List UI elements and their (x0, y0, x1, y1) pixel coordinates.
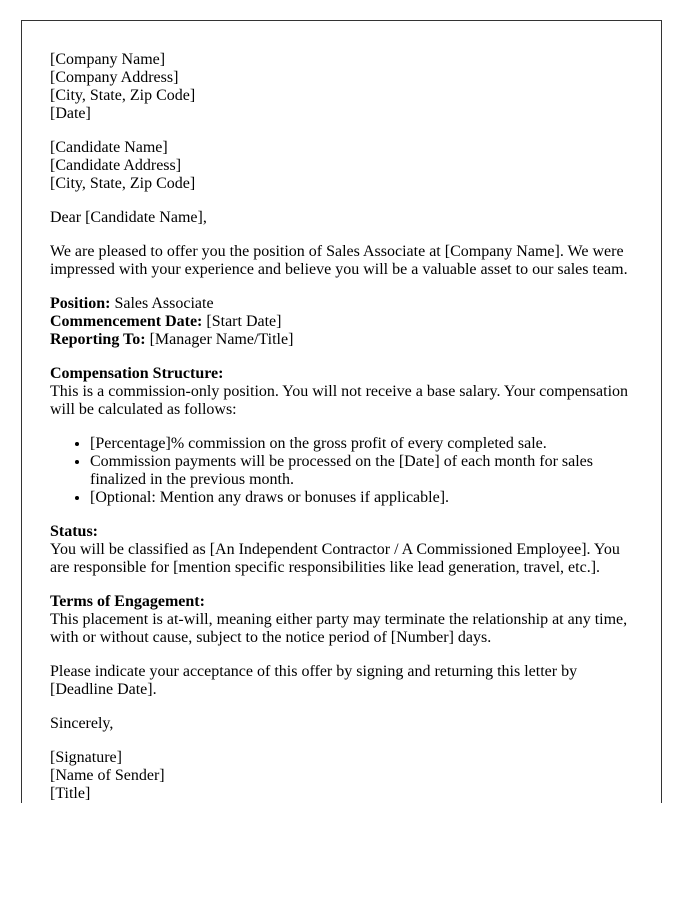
sender-company-address: [Company Address] (50, 69, 179, 86)
status-section (50, 523, 633, 577)
candidate-city-state-zip: [City, State, Zip Code] (50, 175, 196, 192)
salutation: Dear [Candidate Name], (50, 209, 207, 226)
bullet-payment-schedule: • Commission payments will be processed on the [Date] of each month for sales finalized in the previous month. (90, 453, 633, 489)
acceptance-paragraph: Please indicate your acceptance of this offer by signing and returning this letter by [Deadline Date]. (50, 663, 578, 698)
candidate-name: [Candidate Name] (50, 139, 168, 156)
bullet-optional-draws: • [Optional: Mention any draws or bonuses if applicable]. (90, 489, 633, 507)
compensation-bullet-list (50, 435, 633, 507)
detail-line-reporting-to (50, 331, 633, 349)
status-body: You will be classified as [An Independent Contractor / A Commissioned Employee]. You are responsible for [mention specific responsibilities like lead generation, travel, etc.]. (50, 541, 620, 576)
letter-date: [Date] (50, 105, 91, 122)
terms-body: This placement is at-will, meaning either party may terminate the relationship at any time, with or without cause, subject to the notice period of [Number] days. (50, 611, 628, 646)
signature-block (50, 749, 633, 803)
recipient-address-block (50, 139, 633, 193)
detail-line-position (50, 295, 633, 313)
detail-reporting-label: Reporting To: (50, 331, 146, 348)
sender-company-name: [Company Name] (50, 51, 166, 68)
sender-title-placeholder: [Title] (50, 785, 91, 802)
detail-commencement-label: Commencement Date: (50, 313, 203, 330)
compensation-section (50, 365, 633, 419)
bullet-commission-rate: • [Percentage]% commission on the gross profit of every completed sale. (90, 435, 633, 453)
intro-paragraph: We are pleased to offer you the position of Sales Associate at [Company Name]. We were impressed with your experience and believe you will be a valuable asset to our sales team. (50, 243, 628, 278)
letter-page (21, 20, 662, 803)
detail-line-commencement-date (50, 313, 633, 331)
detail-position-value: Sales Associate (114, 295, 214, 312)
sender-city-state-zip: [City, State, Zip Code] (50, 87, 196, 104)
position-details-block (50, 295, 633, 349)
detail-reporting-value: [Manager Name/Title] (149, 331, 294, 348)
detail-position-label: Position: (50, 295, 111, 312)
sender-name-placeholder: [Name of Sender] (50, 767, 165, 784)
status-heading: Status: (50, 523, 99, 540)
closing: Sincerely, (50, 715, 114, 732)
signature-placeholder: [Signature] (50, 749, 122, 766)
terms-heading: Terms of Engagement: (50, 593, 205, 610)
detail-commencement-value: [Start Date] (206, 313, 282, 330)
compensation-body: This is a commission-only position. You will not receive a base salary. Your compensation will be calculated as follows: (50, 383, 629, 418)
candidate-address: [Candidate Address] (50, 157, 182, 174)
sender-address-block (50, 51, 633, 123)
terms-section (50, 593, 633, 647)
compensation-heading: Compensation Structure: (50, 365, 224, 382)
